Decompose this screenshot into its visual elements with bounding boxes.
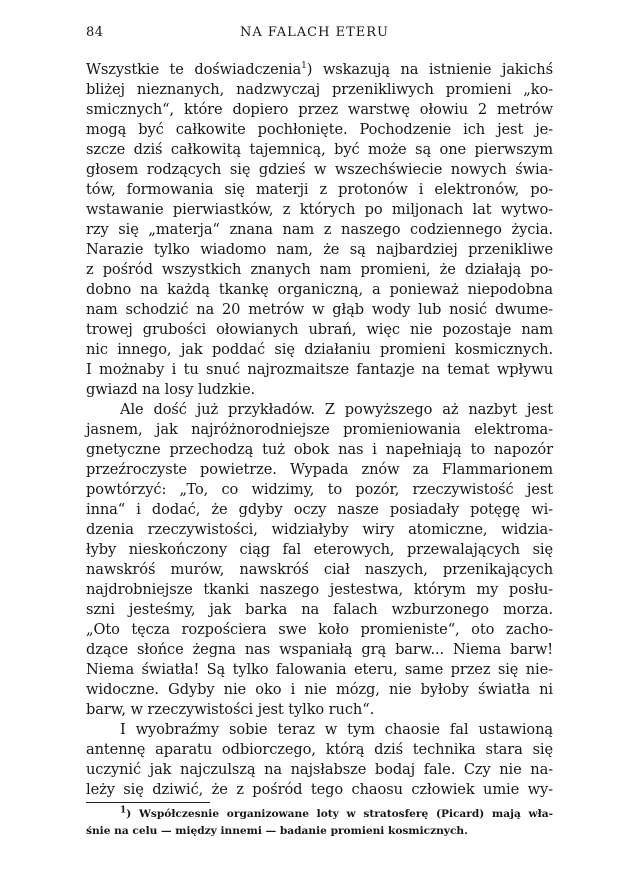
footnote-line: śnie na celu — między innemi — badanie promieni kosmicznych. (86, 825, 468, 837)
footnote-rule (86, 802, 210, 803)
footnote-marker: 1 (120, 805, 127, 816)
text-line: najdrobniejsze tkanki naszego jestestwa, którym my posłu- (86, 581, 553, 598)
text-line: dobno na każdą tkankę organiczną, a ponieważ niepodobna (86, 281, 553, 298)
text-line: przeźroczyste powietrze. Wypada znów za Flammarionem (86, 461, 553, 478)
text-line: dzące słońce żegna nas wspaniałą grą barw... Niema barw! (86, 641, 553, 658)
text-line: jasnem, jak najróżnorodniejsze promieniowania elektroma- (86, 421, 553, 438)
text-line: „Oto tęcza rozpościera swe koło promieniste“, oto zacho- (86, 621, 553, 638)
text-line: nam schodzić na 20 metrów w głąb wody lub nosić dwume- (86, 301, 553, 318)
text-line: nawskróś murów, nawskróś ciał naszych, przenikających (86, 561, 553, 578)
text-line: bliżej nieznanych, nadzwyczaj przenikliwych promieni „ko- (86, 81, 553, 98)
text-line: I możnaby i tu snuć najrozmaitsze fantazje na temat wpływu (86, 361, 553, 378)
text-line: leży się dziwić, że z pośród tego chaosu człowiek umie wy- (86, 781, 553, 798)
text-line: powtórzyć: „To, co widzimy, to pozór, rzeczywistość jest (86, 481, 553, 498)
text-line: uczynić jak najczulszą na najsłabsze bodaj fale. Czy nie na- (86, 761, 553, 778)
text-line: dzenia rzeczywistości, widziałyby wiry atomiczne, widzia- (86, 521, 553, 538)
footnote-line: $^1$) Współczesnie organizowane loty w stratosferę (Picard) mają wła- (120, 805, 553, 820)
text-line: wstawanie pierwiastków, z których po miljonach lat wytwo- (86, 201, 553, 218)
running-head: NA FALACH ETERU (239, 25, 389, 40)
text-line: szcze dziś całkowitą tajemnicą, być może są one pierwszym (86, 141, 553, 158)
text-line: Narazie tylko wiadomo nam, że są najbardziej przenikliwe (86, 241, 553, 258)
text-line: Niema światła! Są tylko falowania eteru, same przez się nie- (86, 661, 553, 678)
text-line: smicznych“, które dopiero przez warstwę ołowiu 2 metrów (86, 101, 553, 118)
text-line: trowej grubości ołowianych ubrań, więc nie pozostaje nam (86, 321, 553, 338)
text-line: gnetyczne przechodzą tuż obok nas i napełniają to napozór (86, 441, 553, 458)
text-line: antennę aparatu odbiorczego, którą dziś technika stara się (86, 741, 553, 758)
text-line: mogą być całkowite pochłonięte. Pochodzenie ich jest je- (86, 121, 553, 138)
page-number: 84 (86, 25, 104, 40)
text-line: inna“ i dodać, że gdyby oczy nasze posiadały potęgę wi- (86, 501, 553, 518)
text-line: łyby nieskończony ciąg fal eterowych, przewalających się (86, 541, 553, 558)
text-line: nic innego, jak poddać się działaniu promieni kosmicznych. (86, 341, 553, 358)
text-line: rzy się „materja“ znana nam z naszego codziennego życia. (86, 221, 553, 238)
footnote-reference: 1 (301, 61, 307, 72)
text-line: I wyobraźmy sobie teraz w tym chaosie fal ustawioną (120, 721, 553, 738)
text-line: widoczne. Gdyby nie oko i nie mózg, nie byłoby światła ni (86, 681, 553, 698)
text-line: barw, w rzeczywistości jest tylko ruch“. (86, 701, 375, 718)
text-line: z pośród wszystkich znanych nam promieni, że działają po- (86, 261, 553, 278)
text-line: tów, formowania się materji z protonów i elektronów, po- (86, 181, 553, 198)
text-line: Ale dość już przykładów. Z powyższego aż nazbyt jest (120, 401, 553, 418)
text-line: głosem rodzących się gdzieś w wszechświecie nowych świa- (86, 161, 553, 178)
text-line: Wszystkie te doświadczenia$^1$) wskazują na istnienie jakichś (86, 61, 553, 78)
text-line: szni jesteśmy, jak barka na falach wzburzonego morza. (86, 601, 553, 618)
text-line: gwiazd na losy ludzkie. (86, 381, 256, 398)
